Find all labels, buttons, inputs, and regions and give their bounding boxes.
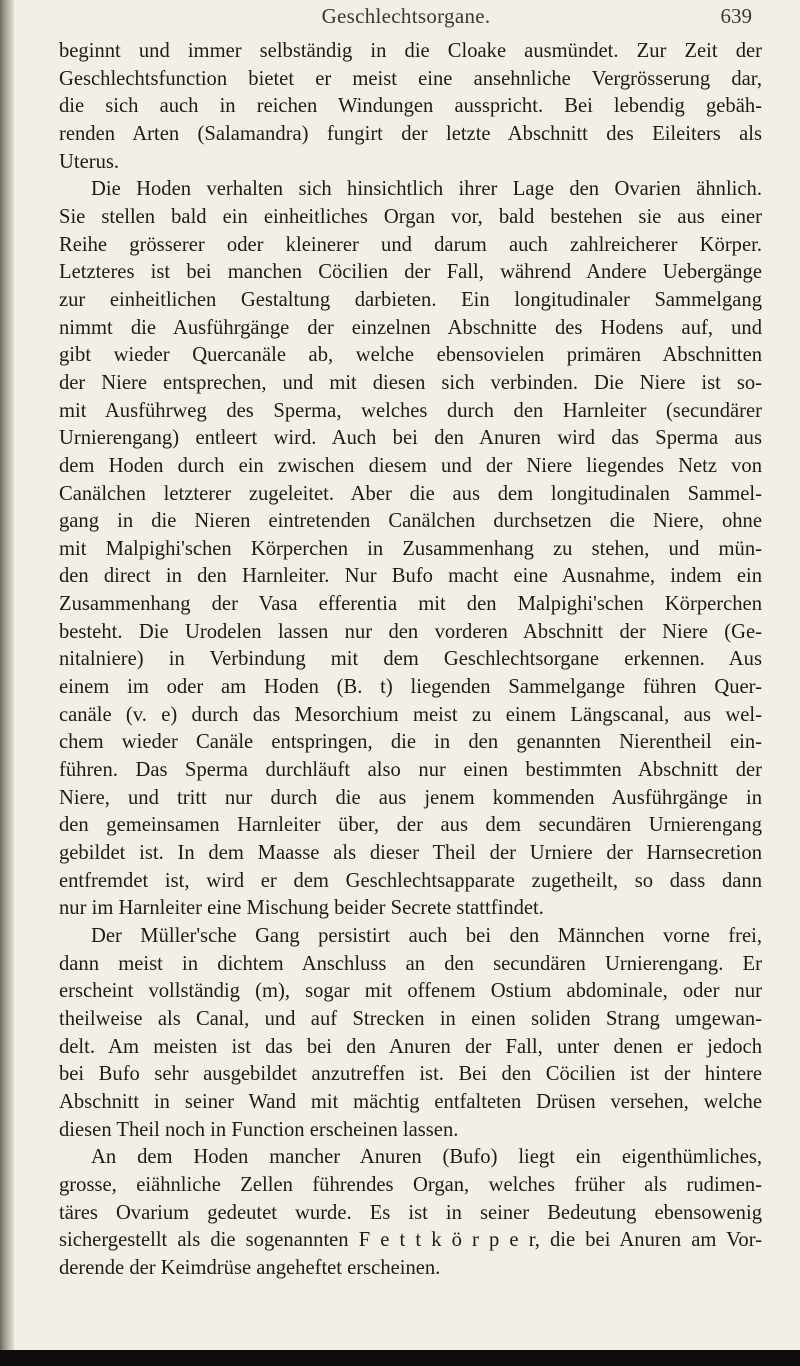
text-line: nimmt die Ausführgänge der einzelnen Abschnitte des Hodens auf, und [59,316,762,339]
paragraph [59,1144,762,1282]
text-line: Geschlechtsfunction bietet er meist eine ansehnliche Vergrösserung dar, [59,67,762,90]
text-line: zur einheitlichen Gestaltung darbieten. Ein longitudinaler Sammelgang [59,288,762,311]
text-line: theilweise als Canal, und auf Strecken in einen soliden Strang umgewan- [59,1007,762,1030]
text-line: Zusammenhang der Vasa efferentia mit den Malpighi'schen Körperchen [59,593,762,616]
text-line: beginnt und immer selbständig in die Cloake ausmündet. Zur Zeit der [59,40,762,62]
text-line: delt. Am meisten ist das bei den Anuren der Fall, unter denen er jedoch [59,1035,762,1058]
text-line: entfremdet ist, wird er dem Geschlechtsapparate zugetheilt, so dass dann [59,869,762,892]
text-line: nitalniere) in Verbindung mit dem Geschlechtsorgane erkennen. Aus [59,648,762,671]
text-line: renden Arten (Salamandra) fungirt der letzte Abschnitt des Eileiters als [59,122,762,145]
text-line: canäle (v. e) durch das Mesorchium meist zu einem Längscanal, aus wel- [59,703,762,726]
text-line: Sie stellen bald ein einheitliches Organ vor, bald bestehen sie aus einer [59,205,762,228]
text-line: Canälchen letzterer zugeleitet. Aber die aus dem longitudinalen Sammel- [59,482,762,505]
text-line: Der Müller'sche Gang persistirt auch bei den Männchen vorne frei, [91,925,762,947]
body-text [59,38,762,1283]
text-line: Urnierengang) entleert wird. Auch bei den Anuren wird das Sperma aus [59,427,762,450]
text-line: den gemeinsamen Harnleiter über, der aus dem secundären Urnierengang [59,814,762,837]
text-line: den direct in den Harnleiter. Nur Bufo macht eine Ausnahme, indem ein [59,565,762,588]
text-line: Die Hoden verhalten sich hinsichtlich ihrer Lage den Ovarien ähnlich. [91,178,762,201]
running-title: Geschlechtsorgane. [321,4,491,28]
paragraph [59,923,762,1144]
text-line: erscheint vollständig (m), sogar mit offenem Ostium abdominale, oder nur [59,980,762,1003]
text-line: Uterus. [59,150,120,173]
text-line: An dem Hoden mancher Anuren (Bufo) liegt ein eigenthümliches, [91,1146,762,1169]
text-line: täres Ovarium gedeutet wurde. Es ist in seiner Bedeutung ebensowenig [59,1201,762,1224]
paragraph [59,38,762,176]
text-line: sichergestellt als die sogenannten F e t t k ö r p e r, die bei Anuren am Vor- [59,1229,762,1252]
text-line: einem im oder am Hoden (B. t) liegenden Sammelgange führen Quer- [59,676,762,699]
text-line: derende der Keimdrüse angeheftet erscheinen. [59,1256,441,1279]
text-line: mit Ausführweg des Sperma, welches durch den Harnleiter (secundärer [59,399,762,422]
text-line: dann meist in dichtem Anschluss an den secundären Urnierengang. Er [59,952,762,975]
page-header [60,4,752,34]
paragraph [59,176,762,923]
text-line: Niere, und tritt nur durch die aus jenem kommenden Ausführgänge in [59,786,762,809]
text-line: führen. Das Sperma durchläuft also nur einen bestimmten Abschnitt der [59,759,762,782]
scan-edge-bar [0,1350,800,1366]
text-line: bei Bufo sehr ausgebildet anzutreffen ist. Bei den Cöcilien ist der hintere [59,1063,762,1086]
text-line: Reihe grösserer oder kleinerer und darum auch zahlreicherer Körper. [59,233,762,256]
text-line: mit Malpighi'schen Körperchen in Zusammenhang zu stehen, und mün- [59,537,762,560]
text-line: besteht. Die Urodelen lassen nur den vorderen Abschnitt der Niere (Ge- [59,620,762,643]
page-number: 639 [720,4,752,28]
binding-shadow [0,0,14,1366]
text-line: chem wieder Canäle entspringen, die in den genannten Nierentheil ein- [59,731,762,754]
text-line: grosse, eiähnliche Zellen führendes Organ, welches früher als rudimen- [59,1173,762,1196]
text-line: gebildet ist. In dem Maasse als dieser Theil der Urniere der Harnsecretion [59,842,762,865]
text-line: Abschnitt in seiner Wand mit mächtig entfalteten Drüsen versehen, welche [59,1090,762,1113]
text-line: dem Hoden durch ein zwischen diesem und der Niere liegendes Netz von [59,454,762,477]
text-line: der Niere entsprechen, und mit diesen sich verbinden. Die Niere ist so- [59,371,762,394]
text-line: gang in die Nieren eintretenden Canälchen durchsetzen die Niere, ohne [59,510,762,533]
text-line: die sich auch in reichen Windungen ausspricht. Bei lebendig gebäh- [59,95,762,118]
text-line: diesen Theil noch in Function erscheinen lassen. [59,1118,459,1141]
text-line: gibt wieder Quercanäle ab, welche ebensovielen primären Abschnitten [59,344,762,367]
text-line: Letzteres ist bei manchen Cöcilien der Fall, während Andere Uebergänge [59,261,762,284]
text-line: nur im Harnleiter eine Mischung beider Secrete stattfindet. [59,897,544,920]
